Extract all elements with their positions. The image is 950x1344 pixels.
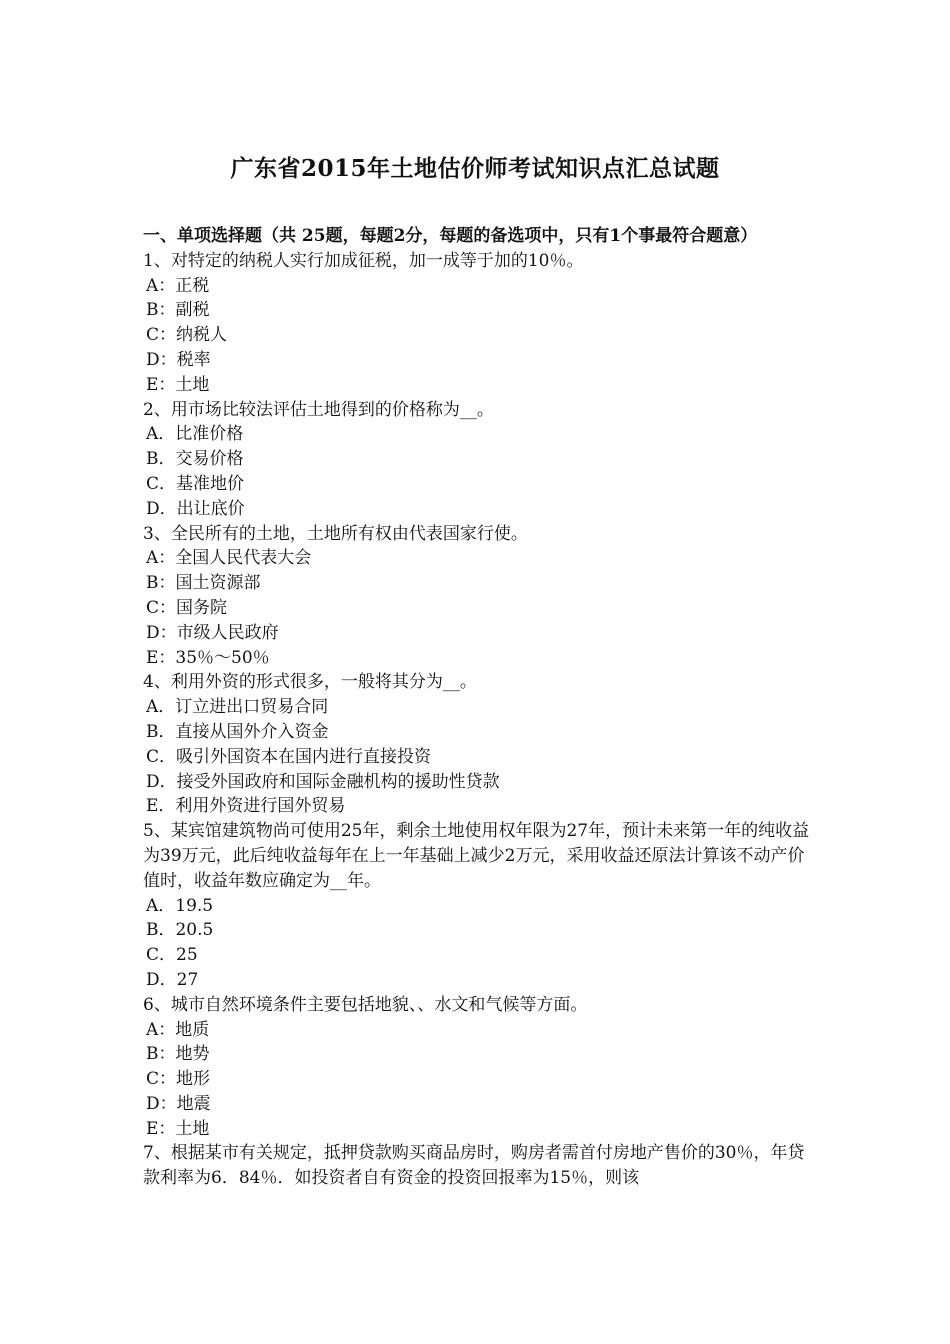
question-2: [143, 398, 811, 522]
option-b: B．20.5: [146, 920, 214, 941]
option-c: C．25: [146, 945, 198, 966]
option-b: B：地势: [146, 1044, 210, 1065]
option-d: D：地震: [146, 1093, 211, 1114]
question-text: 6、城市自然环境条件主要包括地貌、、水文和气候等方面。: [143, 994, 588, 1015]
option-d: D．27: [146, 969, 199, 990]
question-text: 3、全民所有的土地，土地所有权由代表国家行使。: [143, 523, 528, 544]
option-e: E．利用外资进行国外贸易: [146, 796, 346, 817]
option-a: A．订立进出口贸易合同: [146, 697, 329, 718]
question-text: 1、对特定的纳税人实行加成征税，加一成等于加的10％。: [143, 250, 584, 271]
option-c: C：纳税人: [146, 325, 228, 346]
option-d: D．出让底价: [146, 498, 245, 519]
option-e: E：土地: [146, 1118, 210, 1139]
option-e: E：土地: [146, 374, 210, 395]
option-a: A．比准价格: [146, 424, 244, 445]
option-c: C．吸引外国资本在国内进行直接投资: [146, 746, 432, 767]
option-b: B．交易价格: [146, 449, 244, 470]
option-a: A：正税: [146, 275, 210, 296]
question-3: [143, 522, 811, 671]
question-6: [143, 993, 811, 1142]
option-c: C．基准地价: [146, 473, 245, 494]
option-c: C：国务院: [146, 597, 228, 618]
question-1: [143, 249, 811, 398]
option-a: A：全国人民代表大会: [146, 548, 312, 569]
question-text: 5、某宾馆建筑物尚可使用25年，剩余土地使用权年限为27年，预计未来第一年的纯收益为39万元，此后纯收益每年在上一年基础上减少2万元，采用收益还原法计算该不动产价值时，收益年数应确定为__年。: [143, 821, 810, 891]
option-a: A．19.5: [146, 895, 214, 916]
question-text: 2、用市场比较法评估土地得到的价格称为__。: [143, 399, 494, 420]
document-title: 广东省2015年土地估价师考试知识点汇总试题: [230, 155, 720, 182]
question-7: [143, 1141, 811, 1191]
option-a: A：地质: [146, 1019, 210, 1040]
option-b: B：国土资源部: [146, 573, 261, 594]
option-c: C：地形: [146, 1069, 211, 1090]
option-b: B：副税: [146, 300, 210, 321]
option-b: B．直接从国外介入资金: [146, 721, 329, 742]
question-4: [143, 670, 811, 819]
question-text: 7、根据某市有关规定，抵押贷款购买商品房时，购房者需首付房地产售价的30％，年贷款利率为6．84％．如投资者自有资金的投资回报率为15％，则该: [143, 1143, 805, 1189]
document-body: [143, 224, 811, 1191]
question-5: [143, 819, 811, 993]
option-d: D：税率: [146, 349, 211, 370]
option-d: D：市级人民政府: [146, 622, 279, 643]
option-e: E：35％～50％: [146, 647, 270, 668]
question-text: 4、利用外资的形式很多，一般将其分为__。: [143, 672, 477, 693]
option-d: D．接受外国政府和国际金融机构的援助性贷款: [146, 771, 500, 792]
section-heading: 一、单项选择题（共 25题，每题2分，每题的备选项中，只有1个事最符合题意）: [143, 226, 758, 246]
